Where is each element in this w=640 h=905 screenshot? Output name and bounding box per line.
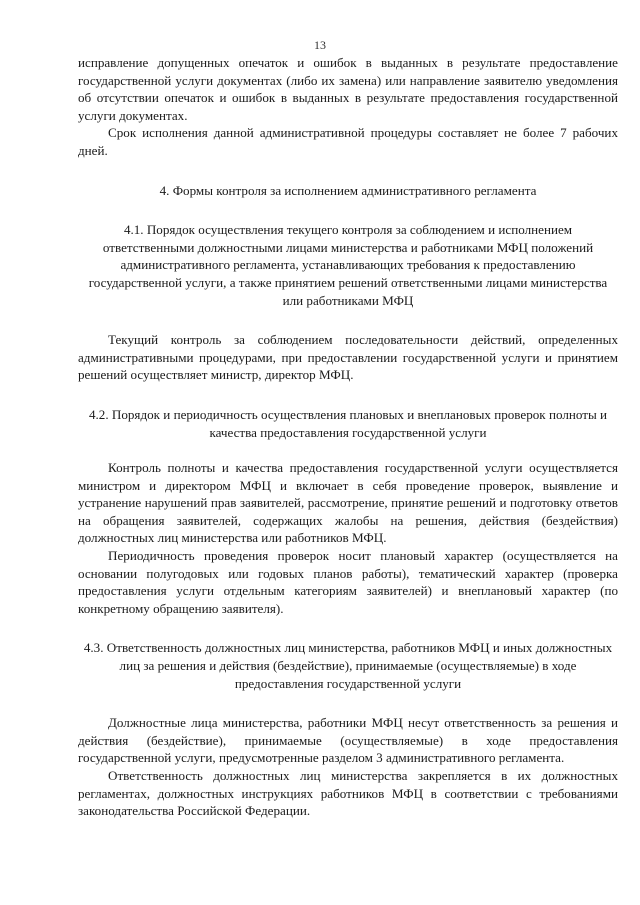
document-body [78,54,618,820]
section-4-3-heading: 4.3. Ответственность должностных лиц министерства, работников МФЦ и иных должностных лиц за решения и действия (бездействие), принимаемые (осуществляемые) в ходе предоставления государственной услуги [83,640,613,691]
section-4-1-body: Текущий контроль за соблюдением последовательности действий, определенных административными процедурами, при предоставлении государственной услуги и принятием решений осуществляет министр, директор МФЦ. [78,332,618,383]
section-4-2-body-2: Периодичность проведения проверок носит плановый характер (осуществляется на основании полугодовых или годовых планов работы), тематический характер (проверка предоставления услуги отдельным категориям заявителей) и внеплановый характер (по конкретному обращению заявителя). [78,548,618,616]
section-4-2-body-1: Контроль полноты и качества предоставления государственной услуги осуществляется министром и директором МФЦ и включает в себя проведение проверок, выявление и устранение нарушений прав заявителей, рассмотрение, принятие решений и подготовку ответов на обращения заявителей, содержащих жалобы на решения, действия (бездействия) должностных лиц министерства или работников МФЦ. [78,460,618,546]
section-4-2-heading: 4.2. Порядок и периодичность осуществления плановых и внеплановых проверок полноты и качества предоставления государственной услуги [88,406,608,440]
section-4-3-body-2: Ответственность должностных лиц министерства закрепляется в их должностных регламентах, должностных инструкциях работников МФЦ в соответствии с требованиями законодательства Российской Федерации. [78,768,618,819]
page-number: 13 [314,38,326,52]
deadline-paragraph: Срок исполнения данной административной процедуры составляет не более 7 рабочих дней. [78,125,618,158]
section-4-3-body-1: Должностные лица министерства, работники МФЦ несут ответственность за решения и действия (бездействие), принимаемые (осуществляемые) в ходе предоставления государственной услуги, предусмотренные разделом 3 административного регламента. [78,715,618,766]
section-4-1-heading: 4.1. Порядок осуществления текущего контроля за соблюдением и исполнением ответственными должностными лицами министерства и работниками МФЦ положений административного регламента, устанавливающих требования к предоставлению государственной услуги, а также принятием решений ответственными лицами министерства или работниками МФЦ [88,222,608,308]
section-4-heading: 4. Формы контроля за исполнением административного регламента [159,182,537,198]
intro-continuation-paragraph: исправление допущенных опечаток и ошибок в выданных в результате предоставление государственной услуги документах (либо их замена) или направление заявителю уведомления об отсутствии опечаток и ошибок в выданных в результате предоставления государственной услуги документах. [78,55,618,123]
